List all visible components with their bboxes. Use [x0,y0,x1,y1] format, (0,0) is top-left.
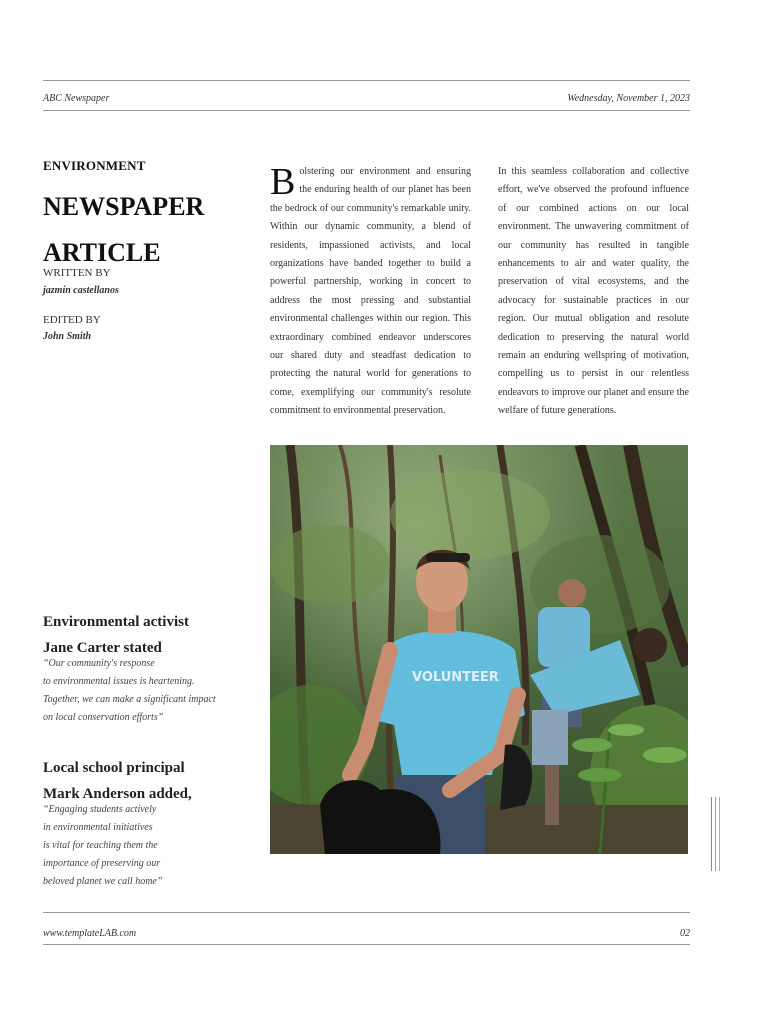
drop-cap: B [270,161,296,203]
quote1-heading-line1: Environmental activist [43,614,189,630]
quote2-line: importance of preserving our [43,858,161,869]
decorative-line [719,797,720,871]
quote1-line: “Our community's response [43,658,155,669]
publication-date: Wednesday, November 1, 2023 [567,93,690,104]
quote2-line: “Engaging students actively [43,804,157,815]
quote2-line: in environmental initiatives [43,822,153,833]
header-bottom-rule [43,110,690,111]
quote1-line: on local conservation efforts” [43,712,164,723]
footer-top-rule [43,912,690,913]
written-by-label: WRITTEN BY [43,267,111,279]
footer-bottom-rule [43,944,690,945]
edited-by-label: EDITED BY [43,314,101,326]
article-column-2 [498,163,689,421]
quote1-heading-line2: Jane Carter stated [43,640,162,656]
section-label: ENVIRONMENT [43,158,146,173]
shirt-text: VOLUNTEER [412,670,499,685]
quote1-line: Together, we can make a significant impact [43,694,216,705]
page-number: 02 [680,928,690,939]
decorative-line [715,797,716,871]
quote2-line: is vital for teaching them the [43,840,158,851]
editor-name: John Smith [43,331,92,342]
quote1-line: to environmental issues is heartening. [43,676,195,687]
volunteers-photo [270,445,688,854]
quote2-heading-line1: Local school principal [43,760,185,776]
quote2-heading-line2: Mark Anderson added, [43,786,192,802]
footer-website[interactable]: www.templateLAB.com [43,928,137,939]
article-title-line2: ARTICLE [43,238,161,267]
quote2-text [43,801,253,891]
publication-name: ABC Newspaper [43,93,110,104]
column2-text: In this seamless collaboration and collective effort, we've observed the profound influence of our combined actions on our local environment. The unwavering commitment of our community has resulted in tangible enhancements to air and water quality, the preservation of vital ecosystems, and the advocacy for sustainable practices in our region. Our mutual obligation and resolute dedication to preserving the natural world remain an enduring wellspring of motivation, compelling us to persist in our relentless endeavors to improve our planet and ensure the welfare of future generations. [498,166,689,417]
article-title-line1: NEWSPAPER [43,192,205,221]
author-name: jazmin castellanos [43,285,119,296]
quote2-line: beloved planet we call home” [43,876,163,887]
article-column-1 [270,163,471,421]
decorative-line [711,797,712,871]
quote1-text [43,655,253,727]
column1-text: olstering our environment and ensuring the enduring health of our planet has been the bedrock of our community's remarkable unity. Within our dynamic community, a blend of residents, impassioned activists, and local organizations have banded together to build a powerful partnership, working in concert to address the most pressing and substantial environmental challenges within our region. This extraordinary combined endeavor underscores our shared duty and steadfast dedication to protecting the natural world for generations to come, exemplifying our community's resolute commitment to environmental preservation. [270,166,471,417]
header-top-rule [43,80,690,81]
